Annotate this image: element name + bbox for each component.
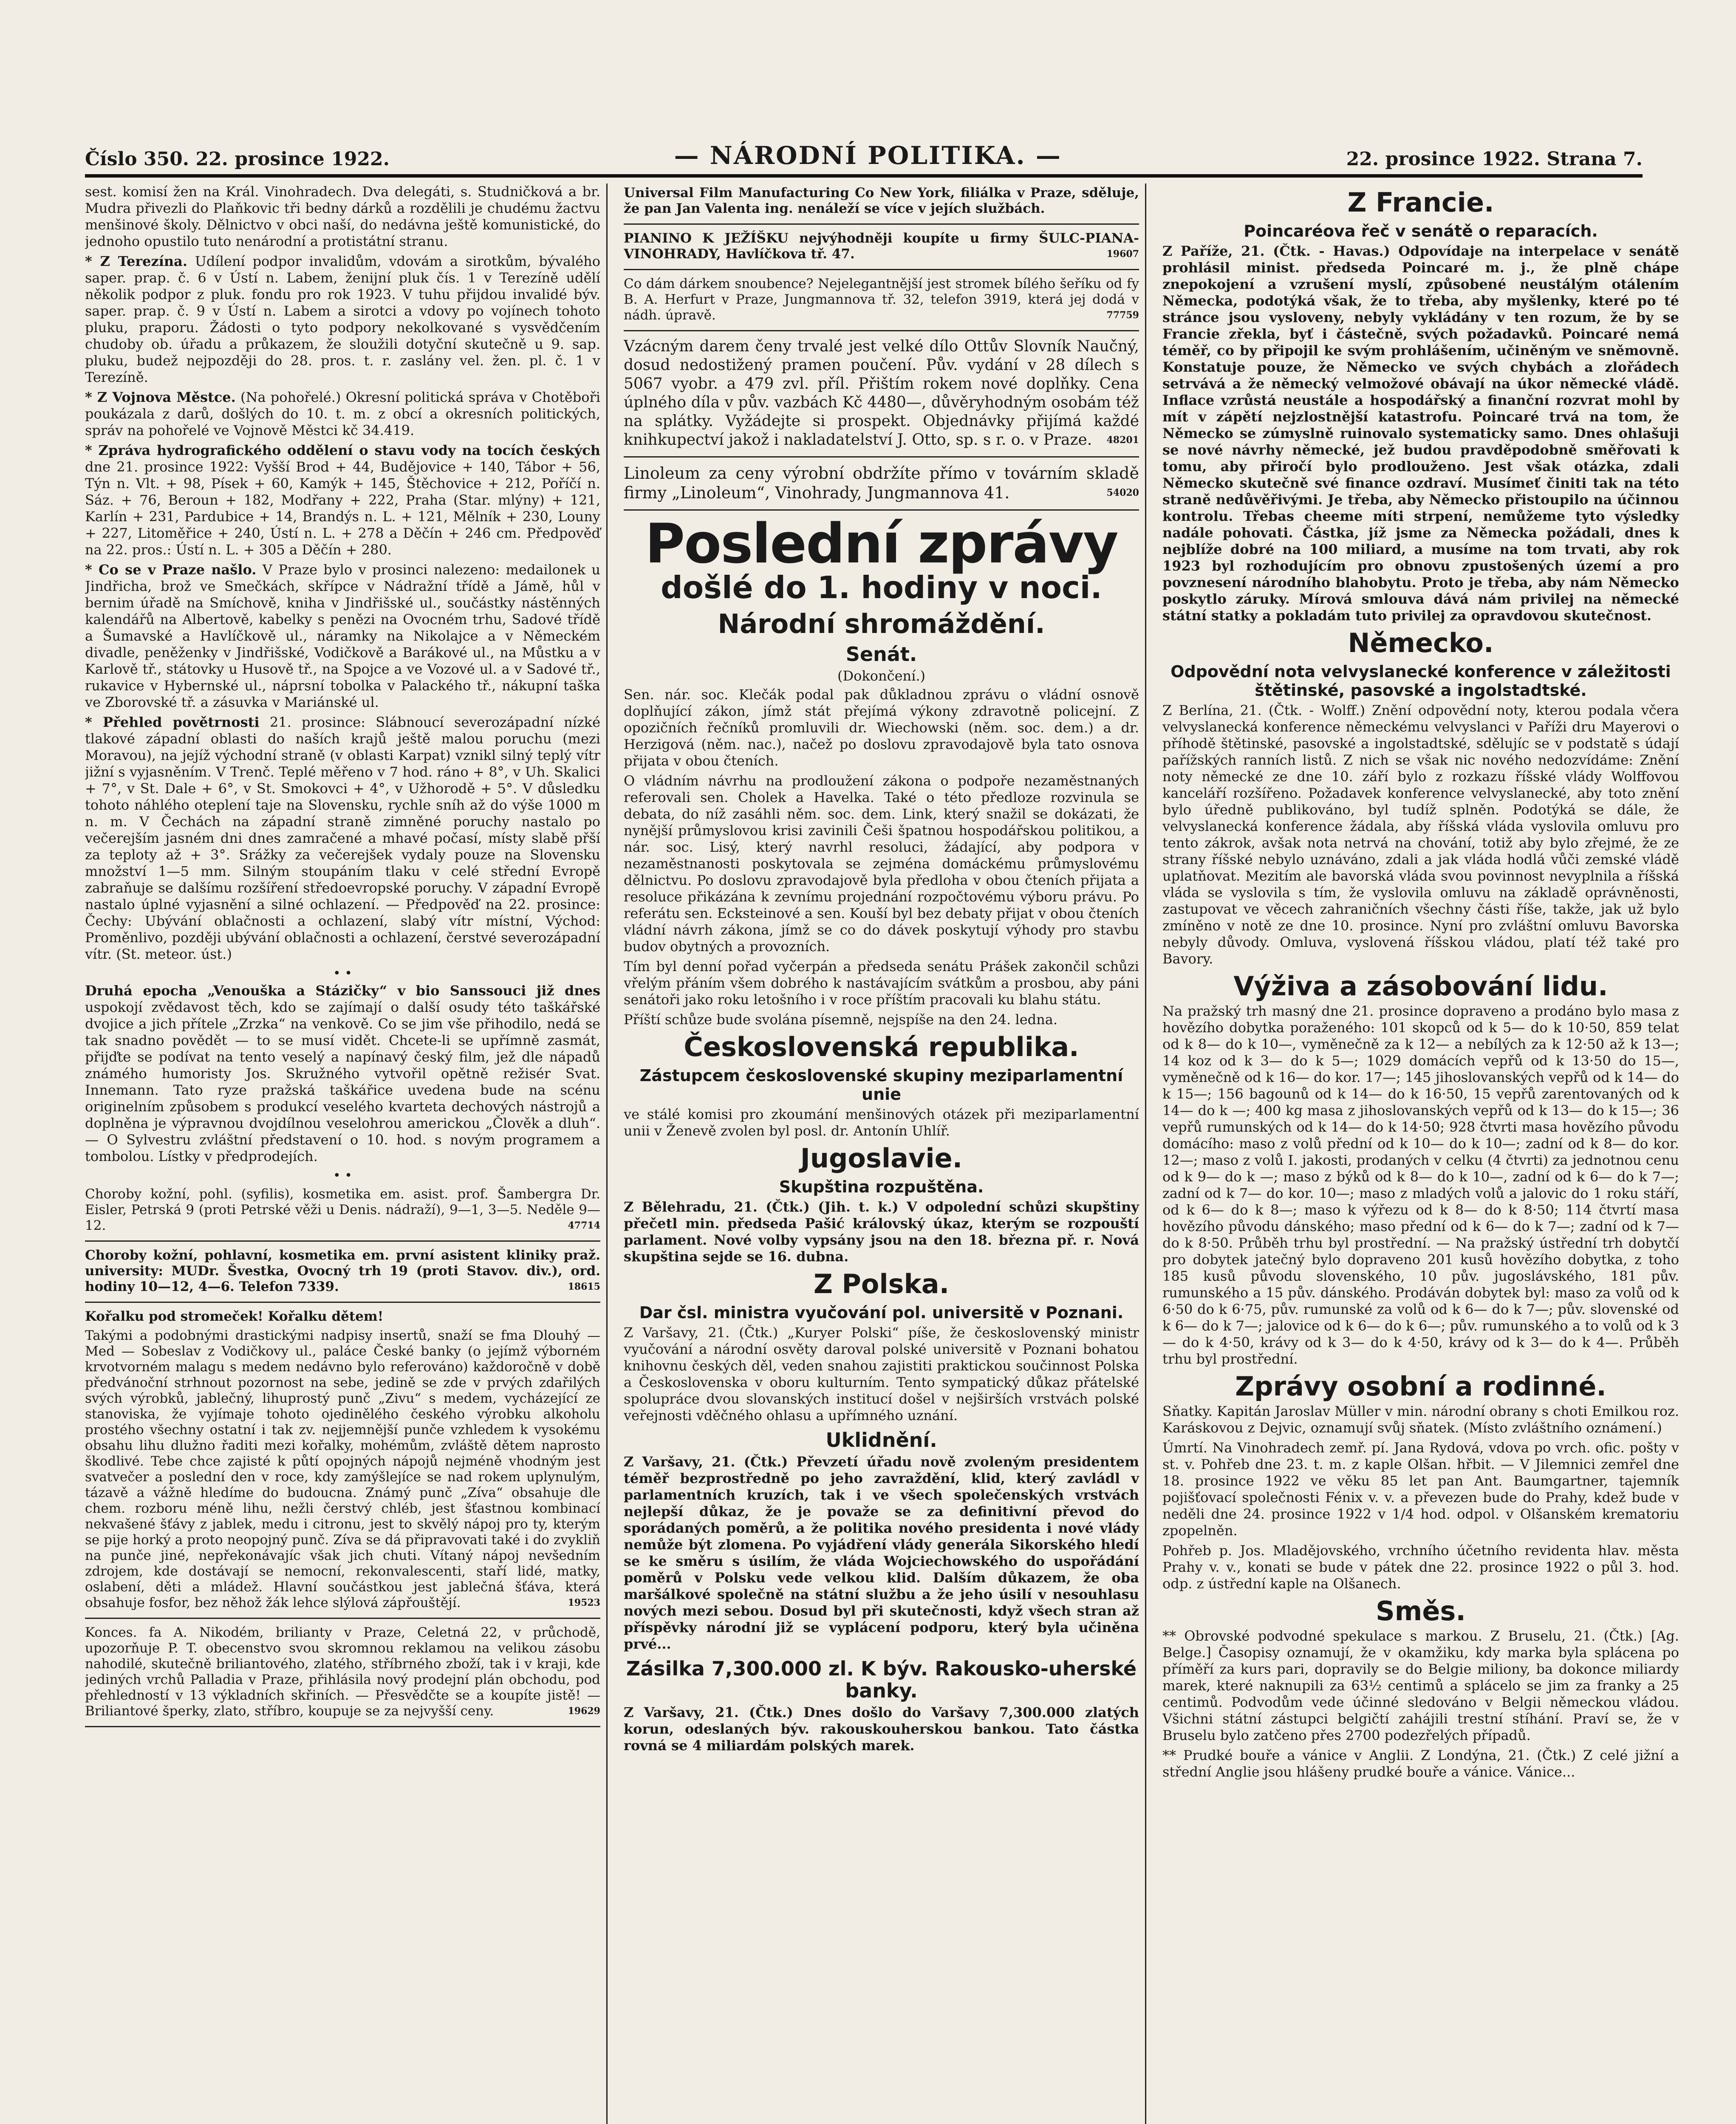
article-kicker: * Z Terezína.	[85, 253, 187, 269]
article-text: Udílení podpor invalidům, vdovám a sirotkům, bývalého saper. prap. č. 6 v Ústí n. Labem, ženijní pluk čís. 1 v Terezíně udělí několik podpor z pluk. fondu pro rok 1923. V tuhu přijdou invalidé býv. saper. prap. č. 9 v Ústí n. Labem a sirotci a vdovy po vojínech tohoto pluku, praporu. Žádosti o tyto podpory nekolkované s vysvědčením chudoby ob. úřadu a průkazem, že sloužili dotyční skutečně u 9. sap. pluku, budež nejpozději do 28. pros. t. r. zaslány vel. žen. pl. č. 1 v Terezíně.	[85, 253, 601, 385]
article-kicker: * Z Vojnova Městce.	[85, 389, 236, 405]
heading: Z Francie.	[1347, 187, 1494, 218]
subheading: Poincaréova řeč v senátě o reparacích.	[1244, 222, 1598, 240]
advert-number: 19607	[1106, 249, 1139, 260]
advert-title: Druhá epocha „Venouška a Stázičky“ v bio Sanssouci již dnes	[85, 983, 600, 999]
article-text: V Praze bylo v prosinci nalezeno: medailonek u Jindřicha, brož ve Smečkách, skřípce v Nádražní třídě a Jámě, hůl v bernim úřadě na Smíchově, kniha v Jindřišské ul., součástky nástěnných kalendářů na Albertově, kabelky s penězi na Ovocném trhu, Sadové třídě a Šumavské a Havlíčkově ul., náramky na Nikolajce a v Německém divadle, peněženky v Jindřišské, Vodičkově a Barákové ul., na Můstku a v Karlově tř., státovky u Husově tř., na Spojce a ve Vozové ul. a v Sadové tř., rukavice v Hybernské ul., náprsní tobolka v Palackého tř., nákupní taška ve Zborovské tř. a zásuvka v Mariánské ul.	[85, 562, 601, 710]
advert-text: Vzácným darem čeny trvalé jest velké dílo Ottův Slovník Naučný, dosud nedostižený pramen poučení. Pův. vydání v 28 dílech s 5067 vyobr. a 479 zvl. příl. Přištím rokem nové doplňky. Cena úplného díla v pův. vazbách Kč 4480—, důvěryhodným osobám též na splátky. Vyžádejte si prospekt. Objednávky přijímá každé knihkupectví jakož i nakladatelství J. Otto, sp. s r. o. v Praze.	[624, 338, 1139, 449]
advert	[85, 1623, 600, 1727]
article-text: Z Varšavy, 21. (Čtk.) Převzetí úřadu nově zvoleným presidentem téměř bezprostředně po jeho zavraždění, klid, který zavládl v parlamentních kruzích, tak i ve všech společenských vrstvách nejlepší důkaz, že je považe se za definitivní převod do sporádaných poměrů, a že politika nového presidenta i nové vlády nemůže být zlomena. Po vyjádření vlády generála Sikorského hledí se ke směru s úsilím, že vláda Wojciechowského do uspořádání poměrů v Polsku vede velkou klid. Dalším důkazem, že oba maršálkové společně na státní službu a že jeho úsilí v nesouhlasu nových mezi sebou. Dosud byl při skutečnosti, když všech stran až příspěvky národní již se vyplácení podporu, který byla učiněna prvé...	[624, 1454, 1139, 1652]
advert-number: 48201	[1106, 435, 1139, 446]
advert	[85, 1307, 600, 1619]
article-text: Z Berlína, 21. (Čtk. - Wolff.) Znění odpovědní noty, kterou podala včera velvyslanecká konference německému velvyslanci v Paříži dru Mayerovi o příhodě štětinské, pasovské a ingolstadtské, sdělujíc se v podstatě s údají pařížských ranních listů. Z nich se však nic nového nedozvídáme: Znění noty německé ze dne 10. září bylo z rozkazu říšské vlády Wolffovou kanceláří rozšířeno. Požadavek konference velvyslanecké, aby toto znění bylo úředně publikováno, byl tudíž splněn. Podotýká se dále, že velvyslanecká konference žádala, aby říšská vláda vyslovila omluvu pro tento zákrok, avšak nota netrvá na chování, totiž aby bylo zřejmé, že ze strany říšské nebylo uznáváno, zdali a jak vláda hodlá vůči zemské vládě uplatňovat. Mezitím ale bavorská vláda svou povinnost nevyplnila a říšská vláda se vyslovila s tím, že vyslovila omluvu na základě oprávněnosti, zastupovat ve věcech zahraničních všechny části říše, takže, jak už bylo zmíněno v notě ze dne 10. prosince. Nyní pro zvláštní omluvu Bavorska nebyly důvody. Omluva, vyslovená říšskou vládou, platí též také pro Bavory.	[1162, 702, 1679, 967]
article-kicker: * Zpráva hydrografického oddělení o stavu vody na tocích českých	[85, 442, 600, 458]
advert-text: Co dám dárkem snoubence? Nejelegantnější jest stromek bílého šeříku od fy B. A. Herfurt v Praze, Jungmannova tř. 32, telefon 3919, která jej dodá v nádh. úpravě.	[624, 276, 1139, 323]
subheading: Odpovědní nota velvyslanecké konference v záležitosti štětinské, pasovské a ingolstadtské.	[1171, 662, 1671, 700]
heading: Z Polska.	[813, 1268, 950, 1299]
advert-number: 47714	[568, 1220, 600, 1231]
article-text: Na pražský trh masný dne 21. prosince dopraveno a prodáno bylo masa z hovězího dobytka poraženého: 101 skopců od k 5— do k 10·50, 859 telat od k 8— do k 10—, vyměnečně za k 12— a nebílých za k 12·50 až k 13—; 14 koz od k 3— do k 5—; 1029 domácích vepřů od k 13·50 do 15—, vyměnečně od k 16— do kor. 17—; 145 jihoslovanských vepřů od k 14— do k 15—; 156 bagounů od k 14— do k 16·50, 15 vepřů zarentovaných od k 14— do k —; 400 kg masa z jihoslovanských vepřů od k 13— do k 15—; 36 vepřů rumunských od k 14— do k 14·50; 928 čtvrti masa hovězího původu domácího: maso z volů přední od k 10— do k 10—; zadní od k 8— do kor. 12—; maso z volů I. jakosti, prodaných v celku (4 čtvrti) za jednotnou cenu od k 9— do k —; maso z býků od k 8— do k 10—, zadní od k 6— do k 7—; zadní od k 7— do kor. 10—; maso z mladých volů a jalovic do 1 roku stáří, od k 6— do k 8—; maso k výřezu od k 8— do k 8·50; 114 čtvrtí masa hovězího původu dánského; maso přední od k 6— do k 7—; zadní od k 7— do k 8·50. Průběh trhu byl prostřední. — Na pražský ústřední trh dobytčí pro dobytek jatečný bylo dopraveno 201 kusů hovězího dobytka, z toho 185 kusů původu slovenského, 10 pův. jugoslávského, 181 pův. rumunského a 15 pův. dánského. Prodáván dobytek byl: maso za volů od k 6·50 do k 6·75, pův. rumunské za volů od k 6— do k 7—; pův. slovenské od k 6— do k 7—; jalovice od k 6— do k 6—; pův. rumunského a to volů od k 3— do k 4·50, krávy od k 3— do k 4·50, krávy od k 3— do k 4—. Průběh trhu byl prostřední.	[1162, 1003, 1679, 1367]
advert-number: 18615	[568, 1281, 600, 1292]
article-text: Příští schůze bude svolána písemně, nejspíše na den 24. ledna.	[624, 1011, 1057, 1028]
note: (Dokončení.)	[837, 668, 926, 684]
advert-number: 19629	[568, 1706, 600, 1717]
date-page: 22. prosince 1922. Strana 7.	[1346, 148, 1643, 170]
article-text: Pohřeb p. Jos. Mladějovského, vrchního účetního revidenta hlav. města Prahy v. v., konati se bude v pátek dne 22. prosince 1922 o půl 3. hod. odp. z ústřední kaple na Olšanech.	[1162, 1542, 1679, 1592]
article-text: Z Varšavy, 21. (Čtk.) „Kuryer Polski“ píše, že československý ministr vyučování a národní osvěty daroval polské universitě v Poznani bohatou knihovnu českých děl, veden snahou zajistiti praktickou součinnost Polska a Československa v oboru kulturním. Tento sympatický důkaz přátelské spolupráce dvou slovanských institucí došel v nejširších vrstvách polské veřejnosti vděčného ohlasu a upřímného uznání.	[624, 1325, 1139, 1424]
advert-text: Universal Film Manufacturing Co New York, filiálka v Praze, sděluje, že pan Jan Valenta ing. nenáleží se více v jejích službách.	[624, 185, 1139, 216]
article	[85, 253, 600, 386]
advert-text: Choroby kožní, pohl. (syfilis), kosmetika em. asist. prof. Šambergra Dr. Eisler, Petrská 9 (proti Petrské věži u Denis. nádraží), 9—1, 3—5. Neděle 9—12.	[85, 1186, 600, 1233]
column-1	[85, 184, 608, 2124]
masthead	[85, 140, 1643, 178]
article-kicker: * Co se v Praze našlo.	[85, 562, 257, 578]
article-text: ** Obrovské podvodné spekulace s markou. Z Bruselu, 21. (Čtk.) [Ag. Belge.] Časopisy oznamují, že v okamžiku, kdy marka byla splácena po příměří za kurs pari, dopravily se do Belgie miliony, ba dokonce miliardy marek, které naknupili za 63½ centimů a splácelo se jim za franky a 25 centimů. Podvodům vede účinné sledováno v Belgii německou vládou. Všichni státní zástupci belgičtí zahájili trestní stíhání. Praví se, že v Bruselu bylo zatčeno přes 2700 podezřelých případů.	[1162, 1628, 1679, 1743]
heading: Zprávy osobní a rodinné.	[1235, 1371, 1606, 1402]
article-text: Tím byl denní pořad vyčerpán a předseda senátu Prášek zakončil schůzi vřelým přáním všem dobrého k nastávajícím svátkům a prosbou, aby páni senátoři jako roku letošního i v roce příštím pracovali ku blahu státu.	[624, 958, 1139, 1008]
advert-text: PIANINO K JEŽÍŠKU nejvýhodněji koupíte u firmy ŠULC-PIANA-VINOHRADY, Havlíčkova tř. 47.	[624, 231, 1139, 262]
article-text: Z Varšavy, 21. (Čtk.) Dnes došlo do Varšavy 7,300.000 zlatých korun, odeslaných býv. rakouskouherskou bankou. Tato částka rovná se 4 miliardám polských marek.	[624, 1704, 1139, 1754]
issue-number: Číslo 350. 22. prosince 1922.	[85, 148, 390, 170]
article-text: (Na pohořelé.) Okresní politická správa v Chotěboři poukázala z darů, došlých do 10. t. m. z obcí a okresních politických, správ na pohořelé ve Vojnově Městci kč 34.419.	[85, 389, 601, 438]
newspaper-title: — NÁRODNÍ POLITIKA. —	[674, 141, 1062, 170]
article-text: dne 21. prosince 1922: Vyšší Brod + 44, Budějovice + 140, Tábor + 56, Týn n. Vlt. + 98, Písek + 60, Kamýk + 145, Štěchovice + 212, Poříčí n. Sáz. + 76, Beroun + 182, Modřany + 222, Praha (Star. mlýny) + 121, Karlín + 231, Pardubice + 14, Brandýs n. L. + 121, Mělník + 230, Louny + 227, Litoměřice + 240, Ústí n. L. + 278 a Děčín + 246 cm. Předpověď na 22. pros.: Ústí n. L. + 305 a Děčín + 280.	[85, 459, 600, 558]
article-text: 21. prosince: Slábnoucí severozápadní nízké tlakové západní oblasti do naších krajů ještě malou poruchu (mezi Moravou), na jejíž východní straně (v oblasti Karpat) vznikl silný teplý vítr jižní s vyjasněním. V Trenč. Teplé měřeno v 7 hod. ráno + 8°, v Uh. Skalici + 7°, v St. Dale + 6°, v St. Smokovci + 4°, v Užhorodě + 5°. V důsledku tohoto náhlého oteplení taje na Slovensku, rychle sníh až do výše 1000 m n. m. V Čechách na západní straně zimněné poruchy nastalo po večerejším jasném dni dnes zamračené a mhavé počasí, místy slabě přší za teploty až + 3°. Srážky za večerejšek vydaly pouze na Slovensku množství 1—5 mm. Silným stoupáním tlaku v celé střední Evropě zabraňuje se dalšímu rozšíření středoevropské poruchy. V západní Evropě nastalo úplné vyjasnění a silné ochlazení. — Předpověď na 22. prosince: Čechy: Ubývání oblačnosti a ochlazení, slabý vítr místní, Východ: Proměnlivo, později ubývání oblačnosti a ochlazení, čerstvé severozápadní vítr. (St. meteor. úst.)	[85, 714, 601, 962]
article	[85, 562, 600, 711]
subheading: Dar čsl. ministra vyučování pol. universitě v Poznani.	[639, 1303, 1124, 1322]
heading: Německo.	[1348, 627, 1494, 658]
subheading: Skupština rozpuštěna.	[779, 1178, 984, 1196]
article-text: sest. komisí žen na Král. Vinohradech. Dva delegáti, s. Studničková a br. Mudra přivezli do Plaňkovic tři bedny dárků a rozdělili je chudému žactvu menšinové školy. Dělnictvo v obci naší, do nedávna ještě komunistické, do jednoho opustilo tuto nenárodní a protistátní stranu.	[85, 184, 600, 249]
separator: • •	[333, 966, 352, 981]
article	[85, 442, 600, 558]
advert-text: Linoleum za ceny výrobní obdržíte přímo v továrním skladě firmy „Linoleum“, Vinohrady, Jungmannova 41.	[624, 464, 1139, 502]
advert	[624, 336, 1139, 458]
advert-title: Kořalku pod stromeček! Kořalku dětem!	[85, 1309, 384, 1324]
article-text: O vládním návrhu na prodloužení zákona o podpoře nezaměstnaných referovali sen. Cholek a Havelka. Také o této předloze rozvinula se debata, do níž zasáhli něm. soc. dem. Link, který snažil se dokázati, že nynější průmyslovou krisi zavinili Češi špatnou hospodářskou politikou, a nár. soc. Lisý, který navrhl resoluci, žádající, aby podpora v nezaměstnanosti poskytovala se zejména domáckému průmyslovému dělnictvu. Po doslovu zpravodajově byla předloha v obou čteních přijata a resoluce přikázána k zevnímu projednání rozpočtovému výboru právu. Po referátu sen. Ecksteinové a sen. Kouší byl bez debaty přijat v obou čteních vládní návrh zákona, jímž se co do dávek poskytují výhody pro stavbu budov obytných a provozních.	[624, 773, 1139, 955]
section-subtitle: došlé do 1. hodiny v noci.	[661, 570, 1102, 605]
advert	[624, 462, 1139, 511]
advert-number: 54020	[1106, 487, 1139, 498]
heading: Výživa a zásobování lidu.	[1233, 971, 1608, 1002]
advert	[624, 274, 1139, 331]
advert-number: 19523	[568, 1597, 600, 1608]
heading: Československá republika.	[684, 1031, 1079, 1062]
heading: Směs.	[1376, 1596, 1466, 1627]
advert-text: uspokojí zvědavost těch, kdo se zajímají o další osudy této taškářské dvojice a jich přítele „Zrzka“ na venkově. Co se jim vše přihodilo, nedá se tak snadno povědět — to se musí vidět. Chcete-li se upřímně zasmát, přijďte se podívat na tento veselý a napínavý český film, jež dle nápadů známého humoristy Jos. Skružného vytvořil opětně režisér Svat. Innemann. Tato ryze pražská taškářice uvedena bude na scénu originelním způsobem s produkcí veselého kvarteta dechových nástrojů a doplněna je výpravnou dvojdílnou veselohrou americkou „Člověk a dluh“. — O Sylvestru zvláštní představení o 10. hod. s novým programem a tombolou. Lístky v předprodejích.	[85, 999, 600, 1164]
subheading: Senát.	[845, 643, 917, 666]
heading: Národní shromáždění.	[718, 608, 1045, 639]
article-text: ve stálé komisi pro zkoumání menšinových otázek při meziparlamentní unii v Ženevě zvolen byl posl. dr. Antonín Uhlíř.	[624, 1106, 1139, 1139]
column-3	[1162, 184, 1685, 2124]
heading: Zásilka 7,300.000 zl. K býv. Rakousko-uherské banky.	[626, 1657, 1137, 1702]
advert	[85, 1246, 600, 1303]
columns	[85, 184, 1679, 2124]
subheading: Zástupcem československé skupiny meziparlamentní unie	[639, 1066, 1123, 1104]
advert	[624, 229, 1139, 270]
article-text: Sňatky. Kapitán Jaroslav Müller v min. národní obrany s choti Emilkou roz. Karáskovou z Dejvic, oznamují svůj sňatek. (Místo zvláštního oznámení.)	[1162, 1403, 1679, 1436]
advert	[85, 983, 600, 1165]
article-text: Sen. nár. soc. Klečák podal pak důkladnou zprávu o vládní osnově doplňující zákon, jímž stát přejímá výkony zdravotně policejní. Z opozičních řečníků promluvili dr. Wiechowski (něm. soc. dem.) a dr. Herzigová (něm. nac.), načež po doslovu zpravodajově byla tato osnova přijata v obou čteních.	[624, 686, 1139, 769]
advert-number: 77759	[1106, 310, 1139, 321]
advert	[624, 184, 1139, 225]
advert	[85, 1185, 600, 1242]
article	[85, 714, 600, 963]
heading: Jugoslavie.	[800, 1143, 963, 1174]
article-text: Z Bělehradu, 21. (Čtk.) (Jih. t. k.) V odpolední schůzi skupštiny přečetl min. předseda Pašić královský úkaz, kterým se rozpouští parlament. Nové volby vypsány jsou na den 18. března př. r. Nová skupština sejde se 16. dubna.	[624, 1199, 1139, 1265]
column-2	[624, 184, 1146, 2124]
heading: Uklidnění.	[826, 1429, 937, 1452]
article-text: Z Paříže, 21. (Čtk. - Havas.) Odpovídaje na interpelace v senátě prohlásil minist. předseda Poincaré m. j., že plně chápe znepokojení a vzrušení myslí, způsobené neustálým otálením Německa, podotýká však, že to třeba, aby myšlenky, které po té stránce jsou vysloveny, nebyly vykládány v ten rozum, že by se Francie zřekla, byť i částečně, svých požadavků. Poincaré nemá téměř, co by připojil ke svým prohlášením, učiněným ve sněmovně. Konstatuje pouze, že Německo ve svých chybách a zlořádech setrvává a že německý velmožové obávají na úkor německé vládě. Inflace vzrůstá neustále a hospodářský a finanční rozvrat mohl by mít v zápětí nejzlostnější katastrofu. Poincaré trvá na tom, že Německo se zúmyslně ruinovalo systematicky samo. Dnes ohlašuji se nové návrhy německé, jež budou pravděpodobně směřovati k tomu, aby přiročí bylo prodlouženo. Jest však otázka, zdali Německo skutečně své finance ozdraví. Musímeť činiti tak na této straně nedůvěřivými. Je třeba, aby Německo přistoupilo na účinnou kontrolu. Třebas cheeme míti strpení, nemůžeme tyto výsledky nadále pohovati. Částka, jíž jsme za Německa požádali, dnes k nejblíže dobré na 100 miliard, a musíme na tom trvati, aby rok 1923 byl rozhodujícím pro obnovu zpustošených území a pro povznesení národního blahobytu. Proto je třeba, aby nám Německo poskytlo záruky. Mírová smlouva dává nám privilej na německé státní statky a pokladám tuto privilej za opravdovou skutečnost.	[1162, 243, 1679, 624]
article-kicker: * Přehled povětrnosti	[85, 714, 260, 730]
article-text: ** Prudké bouře a vánice v Anglii. Z Londýna, 21. (Čtk.) Z celé jižní a střední Anglie jsou hlášeny prudké bouře a vánice. Vánice...	[1162, 1747, 1679, 1780]
advert-text: Takými a podobnými drastickými nadpisy insertů, snaží se fma Dlouhý — Med — Sobeslav z Vodičkovy ul., paláce České banky (o jejímž výborném krvotvorném malagu s medem nedávno bylo referováno) každoročně v době předvánoční strhnout pozornost na sebe, jedině se zde v prvých zdařilých svých výrobků, jablečný, lihuprostý punč „Zivu“ s medem, vycházející ze stanoviska, že vyjímaje tohoto ojedinělého českého výrobku alkoholu prostého všechny ostatní i tak zv. nejjemnější punče vzhledem k vysokému obsahu lihu dlužno řaditi mezi kořalky, mohémům, zvláště dětem naprosto škodlivé. Tebe chce zajisté k půtí opojných nápojů nejméně vhodným jest svatvečer a poslední den v roce, kdy zamýšlejíce se nad rokem uplynulým, tázavě a vážně hledíme do budoucna. Známý punč „Zíva“ obsahuje dle chem. rozboru méně lihu, nežli čerstvý chléb, jest šťastnou kombinací nekvašené šťávy z jablek, medu i citronu, jest to skvělý nápoj pro ty, kterým se pije horký a proto neopojný punč. Zíva se dá připravovati také i do zvykliň na punče jiné, nepřekonávajíc však jich chuti. Vítaný nápoj nevšedním zdrojem, kde dostávají se nemocní, rekonvalescenti, staří lidé, matky, oslabení, děti a mládež. Hlavní součástkou jest jablečná šťáva, která obsahuje fosfor, bez něhož žák lehce slýlová zápřouštějí.	[85, 1328, 600, 1610]
advert-text: Konces. fa A. Nikodém, brilianty v Praze, Celetná 22, v průchodě, upozorňuje P. T. obecenstvo svou skromnou reklamou na velikou zásobu nahodilé, skutečně briliantového, zlatého, stříbrného zboží, tak i v kraji, kde jediných vrchů Palladia v Praze, přihlásila nový prodejní plán obchodu, pod přehledností v 13 výkladních skřiních. — Přesvědčte se a koupíte jistě! — Briliantové šperky, zlato, stříbro, koupuje se za nejvyšší ceny.	[85, 1625, 600, 1719]
article-text: Úmrtí. Na Vinohradech zemř. pí. Jana Rydová, vdova po vrch. ofic. pošty v st. v. Pohřeb dne 23. t. m. z kaple Olšan. hřbit. — V Jilemnici zemřel dne 18. prosince 1922 ve věku 85 let pan Ant. Baumgartner, tajemník pojišťovací společnosti Fénix v. v. a převezen bude do Prahy, kdež bude v neděli dne 24. prosince 1922 v 1/4 hod. odpol. v Olšanském krematoriu zpopelněn.	[1162, 1440, 1679, 1539]
article	[85, 389, 600, 439]
advert-text: Choroby kožní, pohlavní, kosmetika em. první asistent kliniky praž. university: MUDr. Švestka, Ovocný trh 19 (proti Stavov. div.), ord. hodiny 10—12, 4—6. Telefon 7339.	[85, 1248, 600, 1294]
section-title: Poslední zprávy	[645, 512, 1118, 576]
separator: • •	[333, 1168, 352, 1183]
